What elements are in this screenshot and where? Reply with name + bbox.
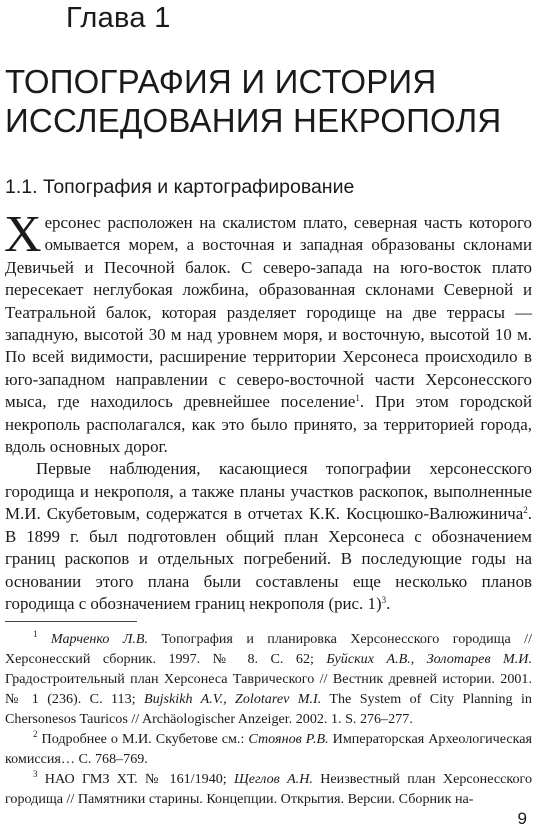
footnote-text: НАО ГМЗ ХТ. № 161/1940; xyxy=(37,771,235,787)
footnote-number: 2 xyxy=(33,729,38,739)
footnote-text: Градостроительный план Херсонеса Таврического // Вестник древней истории. 2001. № 1 (236). С. 113; xyxy=(5,671,532,707)
footnote-1 xyxy=(5,629,532,729)
paragraph-2-text-b: . В 1899 г. был подготовлен общий план Херсонеса с обозначением границ раскопов и отдельных погребений. В последующие годы на основании этого плана были составлены еще несколько планов городища с обозначением границ некрополя (рис. 1) xyxy=(5,504,532,613)
footnote-text: Топография и планировка Херсонесского городища // Херсонесский сборник. 1997. № 8. С. 62; xyxy=(5,631,532,667)
footnote-author: Буйских А.В., Золотарев М.И. xyxy=(326,651,532,667)
paragraph-1-text: ерсонес расположен на скалистом плато, северная часть которого омывается морем, а восточная и западная образованы склонами Девичьей и Песочной балок. С северо-запада на юго-восток плато пересекает неглубокая ложбина, образованная склонами Северной и Театральной балок, которая разделяет городище на две террасы — западную, высотой 30 м над уровнем моря, и восточную, высотой 10 м. По всей видимости, расширение территории Херсонеса происходило в юго-западном направлении с северо-восточной части Херсонесского мыса, где находилось древнейшее поселение xyxy=(5,213,532,412)
footnote-author: Щеглов А.Н. xyxy=(234,771,313,787)
footnote-number: 1 xyxy=(33,629,38,639)
footnote-ref-3: 3 xyxy=(381,594,387,605)
chapter-title-line-2: ИССЛЕДОВАНИЯ НЕКРОПОЛЯ xyxy=(5,102,502,139)
footnotes xyxy=(5,629,532,809)
footnote-ref-1: 1 xyxy=(355,393,360,404)
footnote-text: Неизвестный план Херсонесского городища // Памятники старины. Концепции. Открытия. Версии. Сборник на- xyxy=(5,771,532,807)
footnote-divider xyxy=(5,621,137,622)
chapter-heading: Глава 1 xyxy=(66,2,171,34)
paragraph-1-tail: . При этом городской некрополь располагался, как это было принято, за территорией города, вдоль основных дорог. xyxy=(5,392,532,457)
paragraph-1 xyxy=(4,206,532,458)
paragraph-2-text-c: . xyxy=(386,593,391,613)
section-heading: 1.1. Топография и картографирование xyxy=(5,176,355,198)
page-number: 9 xyxy=(517,809,527,828)
footnote-text: Подробнее о М.И. Скубетове см.: xyxy=(37,731,249,747)
drop-cap: Х xyxy=(4,206,42,263)
footnote-number: 3 xyxy=(33,769,38,779)
footnote-text: Императорская Археологическая комиссия… С. 768–769. xyxy=(5,731,532,767)
footnote-author: Марченко Л.В. xyxy=(50,631,149,647)
footnote-3 xyxy=(5,769,532,809)
footnote-text: The System of City Planning in Chersonesos Tauricos // Archäologischer Anzeiger. 2002. 1. S. 276–277. xyxy=(5,691,532,727)
footnote-2 xyxy=(5,729,532,769)
paragraph-2 xyxy=(5,458,532,615)
footnote-author: Bujskikh A.V., Zolotarev M.I. xyxy=(143,691,322,707)
paragraph-2-text-a: Первые наблюдения, касающиеся топографии херсонесского городища и некрополя, а также планы участков раскопок, выполненные М.И. Скубетовым, содержатся в отчетах К.К. Косцюшко-Валюжинича xyxy=(5,459,532,524)
chapter-title xyxy=(5,62,501,140)
body-text xyxy=(4,206,532,615)
footnote-ref-2: 2 xyxy=(523,505,528,516)
chapter-title-line-1: ТОПОГРАФИЯ И ИСТОРИЯ xyxy=(5,63,437,100)
footnote-author: Стоянов Р.В. xyxy=(248,731,329,747)
